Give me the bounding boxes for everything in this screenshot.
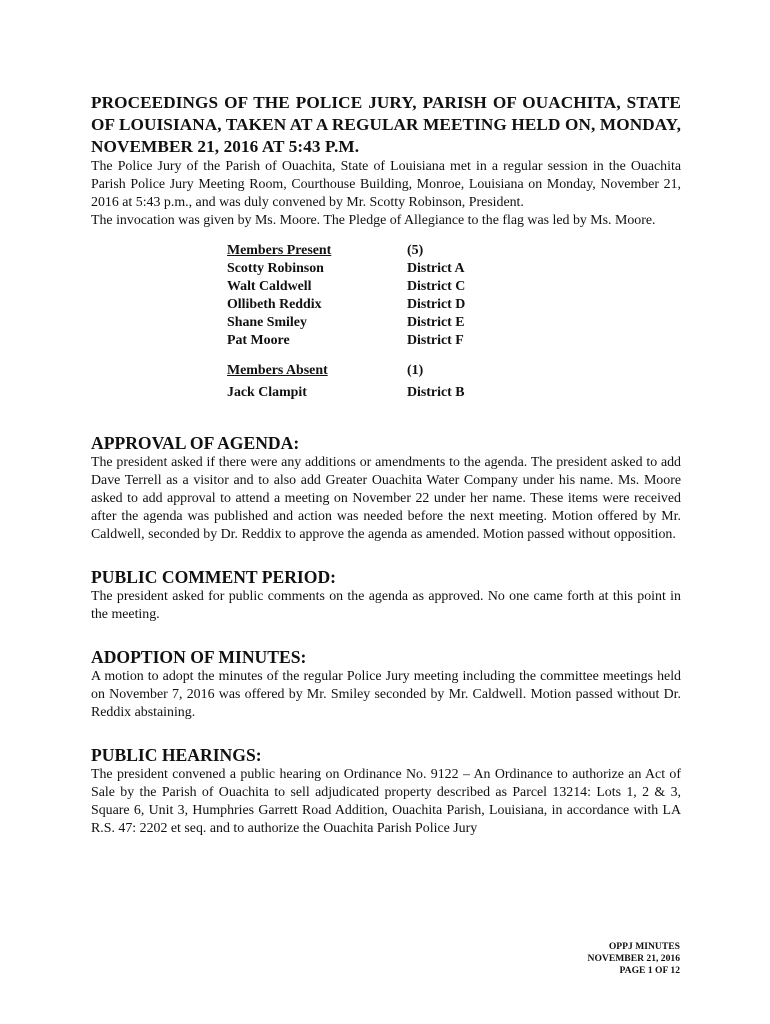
section-heading: PUBLIC HEARINGS: [91,745,262,765]
intro-paragraph: The Police Jury of the Parish of Ouachita, State of Louisiana met in a regular session in the Ouachita Parish Police Jury Meeting Room, Courthouse Building, Monroe, Louisiana on Monday, November 21, 2016 at 5:43 p.m., and was duly convened by Mr. Scotty Robinson, President. [91,159,681,210]
members-present-heading: Members Present [227,243,332,258]
document-title: PROCEEDINGS OF THE POLICE JURY, PARISH OF OUACHITA, STATE OF LOUISIANA, TAKEN AT A REGULAR MEETING HELD ON, MONDAY, NOVEMBER 21, 2016 AT 5:43 P.M. [91,93,681,156]
member-district: District C [407,279,466,294]
footer-page-number: PAGE 1 OF 12 [619,965,680,976]
section-approval-of-agenda [91,432,681,544]
section-public-hearings [91,744,681,838]
members-present-header [227,242,681,260]
footer-date: NOVEMBER 21, 2016 [587,953,680,964]
member-row [227,314,681,332]
member-name: Shane Smiley [227,315,307,330]
section-heading: ADOPTION OF MINUTES: [91,647,307,667]
member-name: Ollibeth Reddix [227,297,322,312]
invocation-paragraph: The invocation was given by Ms. Moore. The Pledge of Allegiance to the flag was led by Ms. Moore. [91,213,656,228]
section-heading: APPROVAL OF AGENDA: [91,433,300,453]
member-row [227,260,681,278]
members-absent-count: (1) [407,363,424,378]
members-table [227,242,681,402]
member-district: District F [407,333,464,348]
document-page [91,92,681,838]
member-district: District E [407,315,465,330]
section-body: The president asked if there were any additions or amendments to the agenda. The president asked to add Dave Terrell as a visitor and to also add Greater Ouachita Water Company under his name. Ms. Moore asked to add approval to attend a meeting on November 22 under her name. These items were received after the agenda was published and action was needed before the next meeting. Motion offered by Mr. Caldwell, seconded by Dr. Reddix to approve the agenda as amended. Motion passed without opposition. [91,455,681,542]
section-adoption-of-minutes [91,646,681,722]
absent-member-row [227,384,681,402]
section-public-comment-period [91,566,681,624]
members-absent-heading: Members Absent [227,363,328,378]
member-row [227,296,681,314]
members-absent-header [227,362,681,380]
page-footer [588,941,680,977]
member-row [227,332,681,350]
section-heading: PUBLIC COMMENT PERIOD: [91,567,337,587]
member-district: District A [407,261,465,276]
members-present-count: (5) [407,243,424,258]
member-row [227,278,681,296]
section-body: The president asked for public comments on the agenda as approved. No one came forth at this point in the meeting. [91,589,681,622]
section-body: The president convened a public hearing on Ordinance No. 9122 – An Ordinance to authorize an Act of Sale by the Parish of Ouachita to sell adjudicated property described as Parcel 13214: Lots 1, 2 & 3, Square 6, Unit 3, Humphries Garrett Road Addition, Ouachita Parish, Louisiana, in accordance with LA R.S. 47: 2202 et seq. and to authorize the Ouachita Parish Police Jury [91,767,681,836]
member-district: District B [407,385,465,400]
member-name: Walt Caldwell [227,279,312,294]
member-district: District D [407,297,466,312]
member-name: Scotty Robinson [227,261,324,276]
member-name: Pat Moore [227,333,290,348]
section-body: A motion to adopt the minutes of the regular Police Jury meeting including the committee meetings held on November 7, 2016 was offered by Mr. Smiley seconded by Mr. Caldwell. Motion passed without Dr. Reddix abstaining. [91,669,681,720]
footer-title: OPPJ MINUTES [608,941,680,952]
member-name: Jack Clampit [227,385,307,400]
